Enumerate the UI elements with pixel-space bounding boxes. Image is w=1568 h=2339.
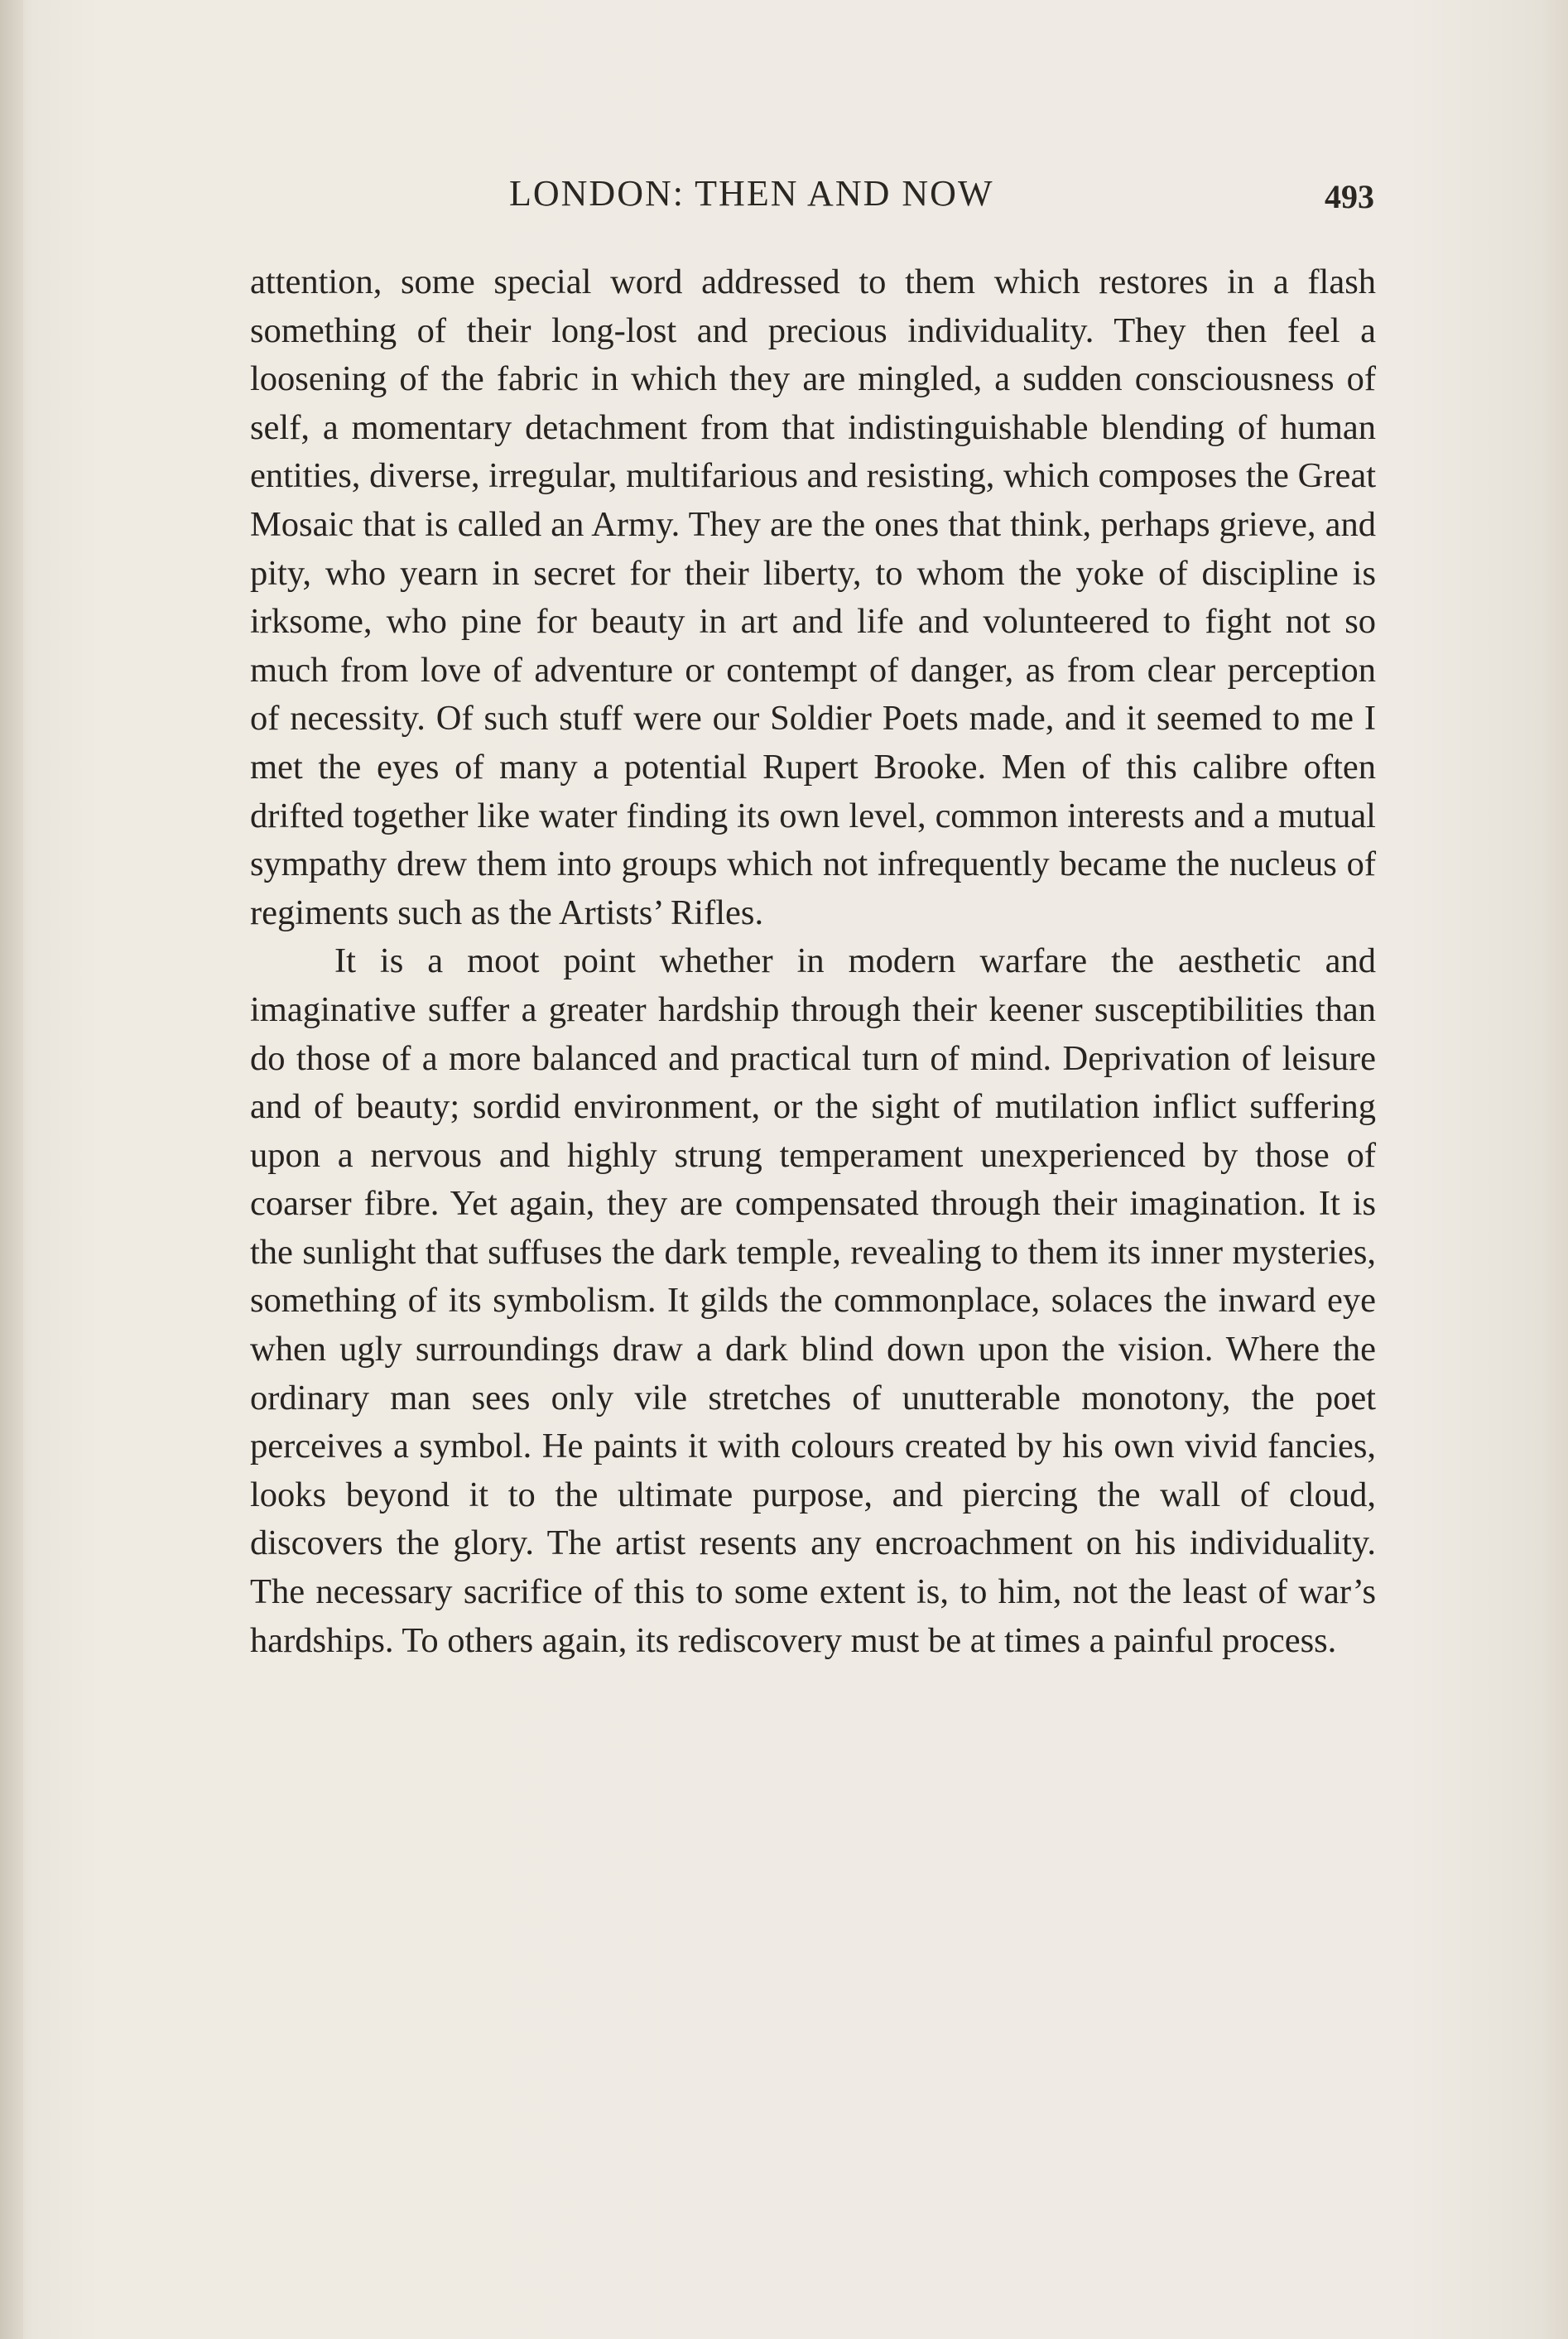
page-number: 493 [1325,178,1374,215]
paragraph: It is a moot point whether in modern warfare the aesthetic and imaginative suffer a greater hardship through their keener susceptibilities than do those of a more balanced and practical turn of mind. Deprivation of leisure and of beauty; sordid environment, or the sight of mutilation inflict suffering upon a nervous and highly strung temperament unexperienced by those of coarser fibre. Yet again, they are compensated through their imagination. It is the sunlight that suffuses the dark temple, revealing to them its inner mysteries, something of its symbolism. It gilds the commonplace, solaces the inward eye when ugly surroundings draw a dark blind down upon the vision. Where the ordinary man sees only vile stretches of unutterable monotony, the poet perceives a symbol. He paints it with colours created by his own vivid fancies, looks beyond it to the ultimate purpose, and piercing the wall of cloud, discovers the glory. The artist resents any encroachment on his individuality. The necessary sacrifice of this to some extent is, to him, not the least of war’s hardships. To others again, its rediscovery must be at times a painful process. [250,941,1376,1660]
running-head [248,172,1374,230]
running-title: LONDON: THEN AND NOW [509,173,994,214]
text-block [250,258,1376,1665]
gutter-shadow [0,0,23,2339]
paragraph-continued: attention, some special word addressed to them which restores in a flash something of their long-lost and precious individuality. They then feel a loosening of the fabric in which they are mingled, a sudden consciousness of self, a momentary detachment from that indistinguishable blending of human entities, diverse, irregular, multifarious and resisting, which composes the Great Mosaic that is called an Army. They are the ones that think, perhaps grieve, and pity, who yearn in secret for their liberty, to whom the yoke of discipline is irksome, who pine for beauty in art and life and volunteered to fight not so much from love of adventure or contempt of danger, as from clear perception of necessity. Of such stuff were our Soldier Poets made, and it seemed to me I met the eyes of many a potential Rupert Brooke. Men of this calibre often drifted together like water finding its own level, common interests and a mutual sympathy drew them into groups which not infrequently became the nucleus of regiments such as the Artists’ Rifles. [250,262,1376,932]
